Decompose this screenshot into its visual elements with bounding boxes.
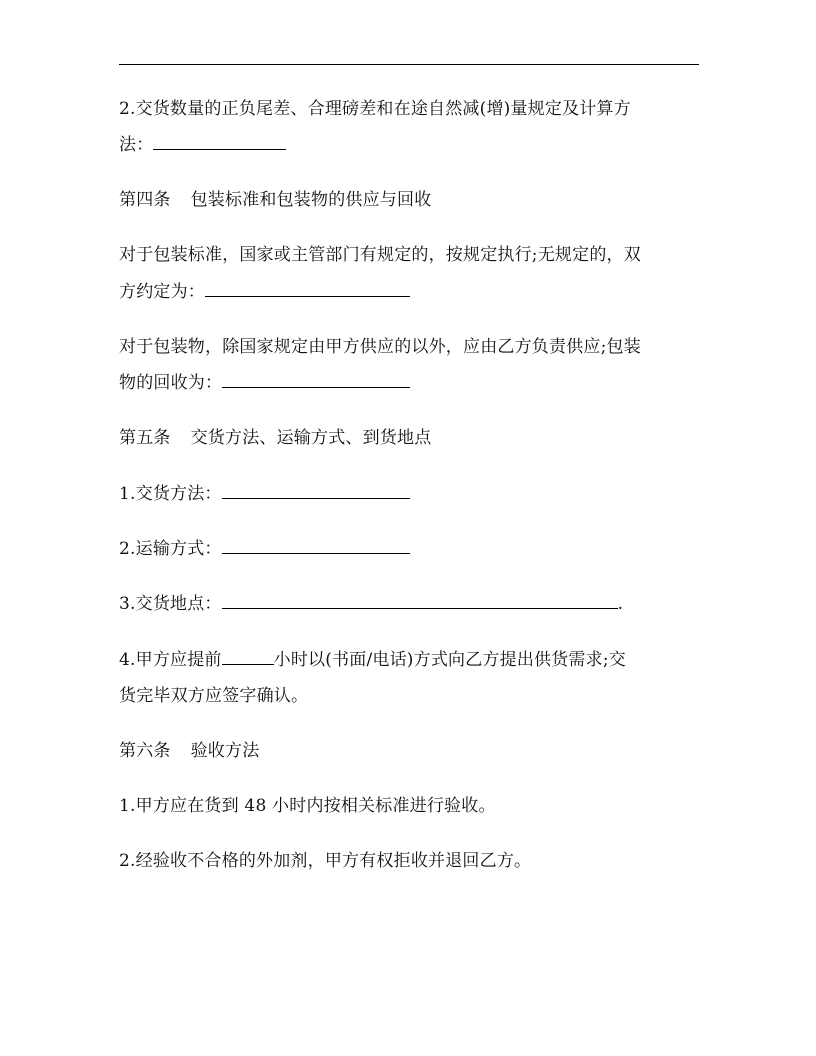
fill-blank[interactable]: [222, 534, 410, 554]
paragraph-line: 法：: [119, 127, 699, 164]
list-item: 1.交货方法：: [119, 476, 699, 513]
section-heading: 第四条 包装标准和包装物的供应与回收: [119, 190, 432, 210]
fill-blank[interactable]: [153, 130, 286, 150]
list-item: 1.甲方应在货到 48 小时内按相关标准进行验收。: [119, 796, 496, 816]
header-rule: [119, 64, 699, 65]
section-heading: 第五条 交货方法、运输方式、到货地点: [119, 428, 432, 448]
section-heading: 第六条 验收方法: [119, 741, 260, 761]
list-item: 2.运输方式：: [119, 531, 699, 568]
list-item: 4.甲方应提前 小时以(书面/电话)方式向乙方提出供货需求;交: [119, 642, 699, 679]
paragraph-line: 物的回收为：: [119, 365, 699, 402]
fill-blank[interactable]: [222, 645, 274, 665]
fill-blank[interactable]: [205, 277, 410, 297]
paragraph-line: 对于包装物，除国家规定由甲方供应的以外，应由乙方负责供应;包装: [119, 337, 641, 357]
paragraph-line: 方约定为：: [119, 274, 699, 311]
fill-blank[interactable]: [222, 479, 410, 499]
list-item: 2.经验收不合格的外加剂，甲方有权拒收并退回乙方。: [119, 851, 532, 871]
fill-blank[interactable]: [222, 368, 410, 388]
paragraph-line: 2.交货数量的正负尾差、合理磅差和在途自然减(增)量规定及计算方: [119, 99, 631, 119]
paragraph-line: 对于包装标准，国家或主管部门有规定的，按规定执行;无规定的，双: [119, 245, 641, 265]
list-item: 3.交货地点： .: [119, 586, 699, 623]
fill-blank[interactable]: [222, 589, 618, 609]
paragraph-line: 货完毕双方应签字确认。: [119, 686, 309, 706]
